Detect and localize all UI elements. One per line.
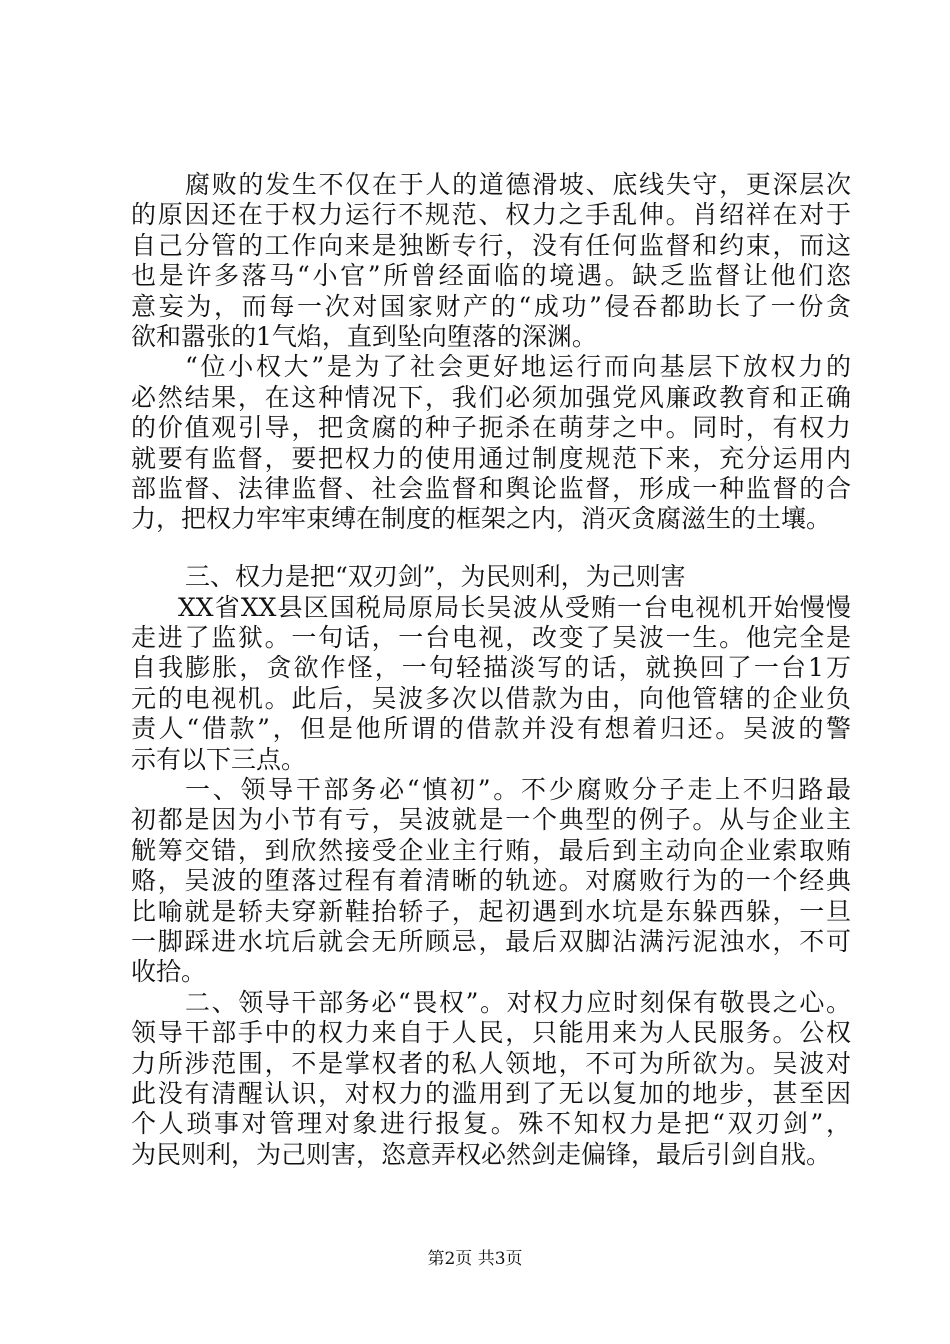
paragraph-line: 也是许多落马“小官”所曾经面临的境遇。缺乏监督让他们恣: [131, 261, 851, 290]
paragraph-line: 觥筹交错，到欣然接受企业主行贿，最后到主动向企业索取贿: [131, 836, 851, 865]
paragraph-line: 自我膨胀，贪欲作怪，一句轻描淡写的话，就换回了一台1万: [131, 653, 851, 682]
paragraph-line: 赂，吴波的堕落过程有着清晰的轨迹。对腐败行为的一个经典: [131, 866, 851, 895]
paragraph-line: 领导干部手中的权力来自于人民，只能用来为人民服务。公权: [131, 1018, 851, 1047]
paragraph-line: 为民则利，为己则害，恣意弄权必然剑走偏锋，最后引剑自戕。: [131, 1140, 832, 1169]
paragraph-line: 力，把权力牢牢束缚在制度的框架之内，消灭贪腐滋生的土壤。: [131, 504, 832, 533]
paragraph-line: 比喻就是轿夫穿新鞋抬轿子，起初遇到水坑是东躲西躲，一旦: [131, 897, 851, 926]
paragraph-line: 二、领导干部务必“畏权”。对权力应时刻保有敬畏之心。: [185, 988, 851, 1017]
footer-page-number: 第2页 共3页: [427, 1249, 523, 1269]
paragraph-line: 的原因还在于权力运行不规范、权力之手乱伸。肖绍祥在对于: [131, 200, 851, 229]
paragraph-line: 就要有监督，要把权力的使用通过制度规范下来，充分运用内: [131, 444, 851, 473]
paragraph-line: 一脚踩进水坑后就会无所顾忌，最后双脚沾满污泥浊水，不可: [131, 927, 851, 956]
paragraph-line: 自己分管的工作向来是独断专行，没有任何监督和约束，而这: [131, 231, 851, 260]
paragraph-line: 必然结果，在这种情况下，我们必须加强党风廉政教育和正确: [131, 383, 851, 412]
paragraph-line: XX省XX县区国税局原局长吴波从受贿一台电视机开始慢慢: [178, 593, 851, 622]
paragraph-line: “位小权大”是为了社会更好地运行而向基层下放权力的: [185, 352, 851, 381]
paragraph-line: 初都是因为小节有亏，吴波就是一个典型的例子。从与企业主: [131, 805, 851, 834]
section-heading: 三、权力是把“双刃剑”，为民则利，为己则害: [185, 562, 686, 591]
paragraph-line: 的价值观引导，把贪腐的种子扼杀在萌芽之中。同时，有权力: [131, 413, 851, 442]
paragraph-line: 走进了监狱。一句话，一台电视，改变了吴波一生。他完全是: [131, 623, 851, 652]
paragraph-line: 个人琐事对管理对象进行报复。殊不知权力是把“双刃剑”，: [131, 1109, 851, 1138]
paragraph-line: 此没有清醒认识，对权力的滥用到了无以复加的地步，甚至因: [131, 1079, 851, 1108]
paragraph-line: 欲和嚣张的1气焰，直到坠向堕落的深渊。: [131, 322, 597, 351]
paragraph-line: 意妄为，而每一次对国家财产的“成功”侵吞都助长了一份贪: [131, 292, 851, 321]
paragraph-line: 腐败的发生不仅在于人的道德滑坡、底线失守，更深层次: [185, 170, 851, 199]
paragraph-line: 部监督、法律监督、社会监督和舆论监督，形成一种监督的合: [131, 474, 851, 503]
paragraph-line: 元的电视机。此后，吴波多次以借款为由，向他管辖的企业负: [131, 684, 851, 713]
paragraph-line: 力所涉范围，不是掌权者的私人领地，不可为所欲为。吴波对: [131, 1049, 851, 1078]
paragraph-line: 责人“借款”，但是他所谓的借款并没有想着归还。吴波的警: [131, 714, 851, 743]
paragraph-line: 示有以下三点。: [131, 745, 307, 774]
paragraph-line: 收拾。: [131, 957, 207, 986]
paragraph-line: 一、领导干部务必“慎初”。不少腐败分子走上不归路最: [185, 775, 851, 804]
